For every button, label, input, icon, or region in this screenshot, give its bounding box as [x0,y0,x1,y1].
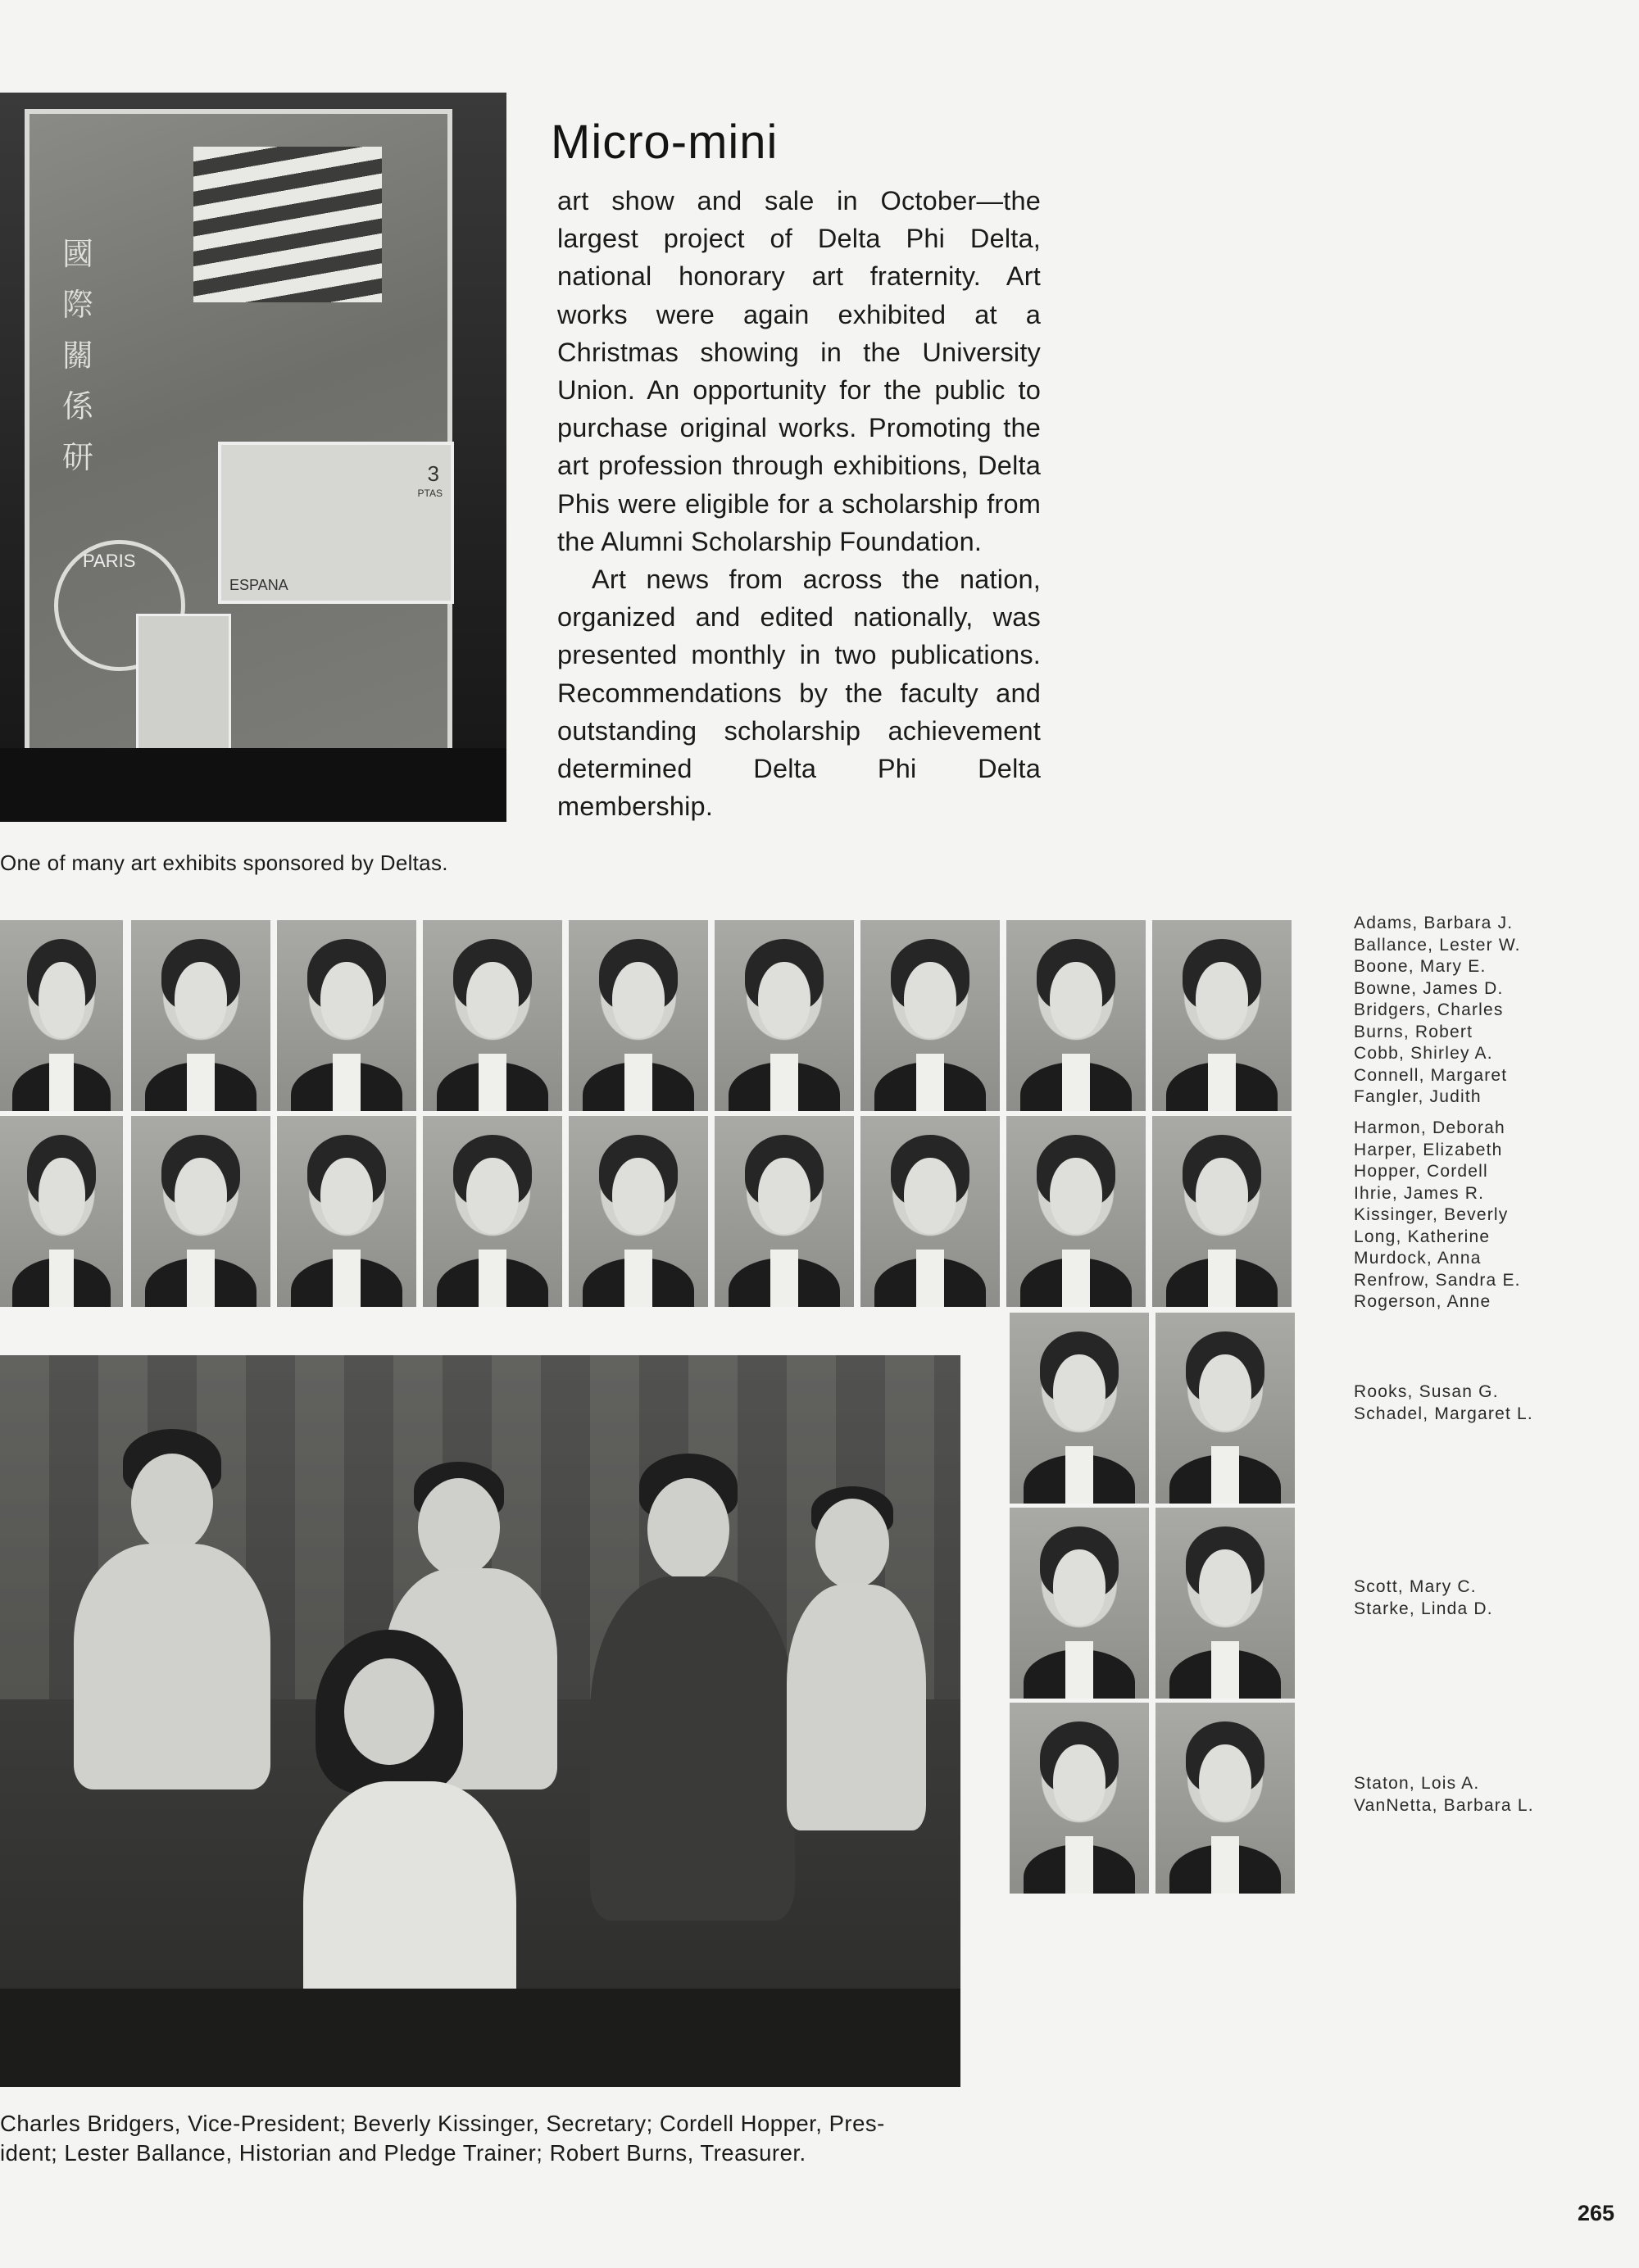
portrait-collar [1062,1054,1090,1111]
portrait-collar [770,1054,798,1111]
article-paragraph: art show and sale in October—the largest project of Delta Phi Delta, national honorary art fraternity. Art works were again exhibited at a Christmas showing in the University Union. An opportunity for the public to purchase original works. Promoting the art profession through exhibitions, Delta Phis were eligible for a scholarship from the Alumni Scholarship Foundation. [557,186,1041,556]
portrait-collar [624,1250,652,1307]
portrait-collar [49,1054,74,1111]
portrait-face [1053,1549,1106,1626]
member-names-group-1 [1354,913,1521,1109]
member-name: Schadel, Margaret L. [1354,1404,1533,1423]
member-names-group-5 [1354,1773,1534,1817]
member-name: Connell, Margaret [1354,1065,1508,1085]
member-name: Bowne, James D. [1354,978,1504,998]
member-portrait [715,920,854,1111]
member-portrait [569,1116,708,1307]
portrait-face [466,1158,520,1234]
portrait-face [1050,1158,1103,1234]
portrait-face [758,962,811,1038]
portrait-collar [479,1054,506,1111]
member-name: Renfrow, Sandra E. [1354,1270,1521,1290]
portrait-face [1199,1744,1252,1821]
member-portrait [860,920,1000,1111]
member-portrait [423,920,562,1111]
member-portrait [0,920,123,1111]
member-name: Bridgers, Charles [1354,1000,1504,1019]
portrait-collar [1208,1054,1236,1111]
portrait-collar [1065,1836,1093,1894]
member-name: Harmon, Deborah [1354,1118,1505,1137]
portrait-collar [333,1054,361,1111]
portrait-collar [187,1250,215,1307]
portrait-face [904,962,957,1038]
member-name: Boone, Mary E. [1354,957,1487,976]
person-body [787,1585,926,1830]
artwork-characters: 國 際 關 係 研 [62,236,94,475]
person-body [590,1576,795,1921]
member-portrait [1152,1116,1292,1307]
portrait-face [39,962,85,1038]
member-portrait [1010,1703,1149,1894]
portrait-collar [624,1054,652,1111]
portrait-collar [333,1250,361,1307]
portrait-collar [1065,1641,1093,1699]
member-name: Burns, Robert [1354,1022,1473,1041]
portrait-face [1053,1744,1106,1821]
artwork-canvas [25,109,452,774]
person-head [344,1658,434,1765]
portrait-face [175,962,228,1038]
portrait-face [758,1158,811,1234]
member-name: Rooks, Susan G. [1354,1382,1499,1401]
portrait-collar [916,1250,944,1307]
member-portrait [569,920,708,1111]
page-number: 265 [1578,2201,1615,2225]
stamp-bird [136,614,231,758]
caption-line: ident; Lester Ballance, Historian and Pledge Trainer; Robert Burns, Treasurer. [0,2140,806,2166]
article-body [557,182,1041,825]
member-name: Hopper, Cordell [1354,1162,1488,1181]
person-head [418,1478,500,1576]
person-head [131,1454,213,1552]
portrait-face [1196,962,1249,1038]
portrait-collar [1211,1446,1239,1504]
portrait-collar [1062,1250,1090,1307]
officers-group-photo [0,1355,960,2087]
member-portrait [1155,1703,1295,1894]
member-portrait [0,1116,123,1307]
flag-collage [193,147,382,302]
portrait-collar [1211,1641,1239,1699]
portrait-collar [49,1250,74,1307]
member-portrait [1152,920,1292,1111]
portrait-face [1053,1354,1106,1431]
portrait-collar [770,1250,798,1307]
member-portrait [1006,920,1146,1111]
member-portrait [423,1116,562,1307]
member-name: Harper, Elizabeth [1354,1140,1503,1159]
portrait-collar [1065,1446,1093,1504]
member-portrait [1010,1313,1149,1504]
member-portrait [131,920,270,1111]
portrait-face [466,962,520,1038]
exhibit-floor [0,748,506,822]
portrait-collar [479,1250,506,1307]
art-photo-caption: One of many art exhibits sponsored by Deltas. [0,850,448,875]
portrait-face [1199,1354,1252,1431]
member-portrait [1155,1508,1295,1699]
member-name: Ihrie, James R. [1354,1183,1485,1203]
article-paragraph: Art news from across the nation, organized and edited nationally, was presented monthly in two publications. Recommendations by the faculty and outstanding scholarship achievement determined Delta Phi Delta membership. [557,565,1041,822]
portrait-face [1050,962,1103,1038]
member-name: Starke, Linda D. [1354,1599,1493,1618]
portrait-face [39,1158,85,1234]
member-portrait [1010,1508,1149,1699]
member-portrait [277,1116,416,1307]
portrait-face [612,1158,665,1234]
portrait-collar [1211,1836,1239,1894]
member-portrait [1155,1313,1295,1504]
member-names-group-3 [1354,1381,1533,1425]
member-name: Cobb, Shirley A. [1354,1044,1493,1063]
stamp-espana: ESPANA 3 PTAS [218,442,454,604]
member-name: Fangler, Judith [1354,1087,1482,1106]
member-portrait [715,1116,854,1307]
member-name: Staton, Lois A. [1354,1774,1480,1793]
article-heading: Micro-mini [551,116,779,169]
member-portrait [131,1116,270,1307]
portrait-face [320,1158,374,1234]
portrait-face [904,1158,957,1234]
member-name: Long, Katherine [1354,1227,1491,1246]
group-photo-caption [0,2109,967,2168]
member-name: Rogerson, Anne [1354,1292,1491,1311]
member-name: Adams, Barbara J. [1354,914,1514,932]
portrait-collar [1208,1250,1236,1307]
person-head [815,1499,889,1589]
portrait-face [1199,1549,1252,1626]
portrait-face [1196,1158,1249,1234]
member-portrait [277,920,416,1111]
caption-line: Charles Bridgers, Vice-President; Beverly Kissinger, Secretary; Cordell Hopper, Pres- [0,2111,885,2136]
studio-floor [0,1989,960,2087]
person-head [647,1478,729,1581]
member-names-group-4 [1354,1576,1493,1620]
member-name: Murdock, Anna [1354,1249,1482,1268]
portrait-face [175,1158,228,1234]
postmark-circle: PARIS [54,540,185,671]
member-name: VanNetta, Barbara L. [1354,1795,1534,1815]
member-names-group-2 [1354,1118,1521,1313]
member-name: Kissinger, Beverly [1354,1205,1509,1224]
portrait-collar [187,1054,215,1111]
member-name: Scott, Mary C. [1354,1577,1477,1596]
member-portrait [1006,1116,1146,1307]
portrait-collar [916,1054,944,1111]
art-exhibit-photo [0,93,506,822]
member-portrait [860,1116,1000,1307]
member-name: Ballance, Lester W. [1354,935,1521,955]
portrait-face [612,962,665,1038]
portrait-face [320,962,374,1038]
person-body [74,1544,270,1789]
